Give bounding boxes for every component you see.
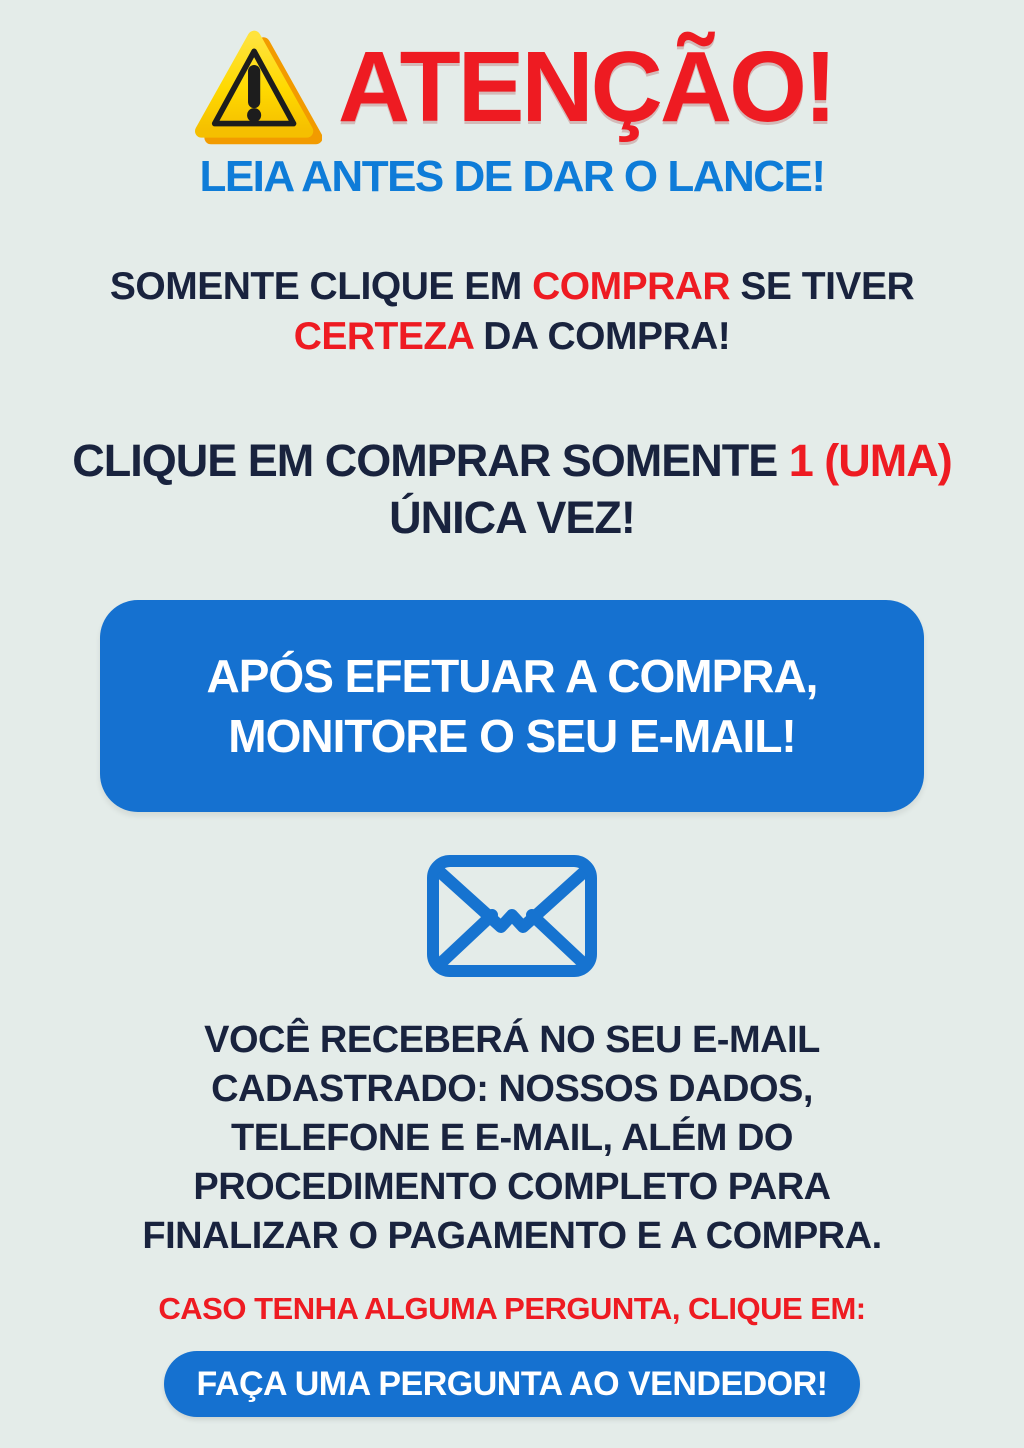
email-info-line: FINALIZAR O PAGAMENTO E A COMPRA. (142, 1215, 882, 1258)
header (190, 26, 834, 148)
envelope-icon-wrap (426, 854, 598, 978)
email-info-line: VOCÊ RECEBERÁ NO SEU E-MAIL (204, 1019, 820, 1062)
notice-text-segment: CLIQUE EM COMPRAR SOMENTE (72, 435, 789, 487)
email-info-line: TELEFONE E E-MAIL, ALÉM DO (231, 1117, 793, 1160)
question-prompt: CASO TENHA ALGUMA PERGUNTA, CLIQUE EM: (158, 1291, 866, 1327)
email-info-paragraph (142, 1016, 881, 1261)
ask-seller-button-label: FAÇA UMA PERGUNTA AO VENDEDOR! (196, 1364, 828, 1403)
envelope-icon (426, 854, 598, 978)
notice-text-segment: SOMENTE CLIQUE EM (109, 265, 533, 309)
banner-line-1: APÓS EFETUAR A COMPRA, (206, 649, 818, 702)
email-info-line: PROCEDIMENTO COMPLETO PARA (193, 1166, 831, 1209)
notice-click-once (22, 432, 1002, 546)
attention-title: ATENÇÃO! (337, 31, 835, 143)
notice-highlight-comprar: COMPRAR (532, 265, 731, 309)
notice-text-segment: ÚNICA VEZ! (389, 492, 635, 544)
email-info-line: CADASTRADO: NOSSOS DADOS, (211, 1068, 813, 1111)
ask-seller-button[interactable] (164, 1351, 860, 1417)
notice-buy-certainty (57, 262, 967, 362)
banner-line-2: MONITORE O SEU E-MAIL! (228, 710, 796, 763)
notice-highlight-uma: 1 (UMA) (788, 435, 952, 487)
notice-text-segment: DA COMPRA! (472, 315, 731, 359)
notice-text-segment: SE TIVER (730, 265, 915, 309)
warning-triangle-icon (190, 26, 322, 148)
monitor-email-banner (100, 600, 924, 812)
header-subtitle: LEIA ANTES DE DAR O LANCE! (199, 152, 825, 201)
notice-highlight-certeza: CERTEZA (293, 315, 473, 359)
